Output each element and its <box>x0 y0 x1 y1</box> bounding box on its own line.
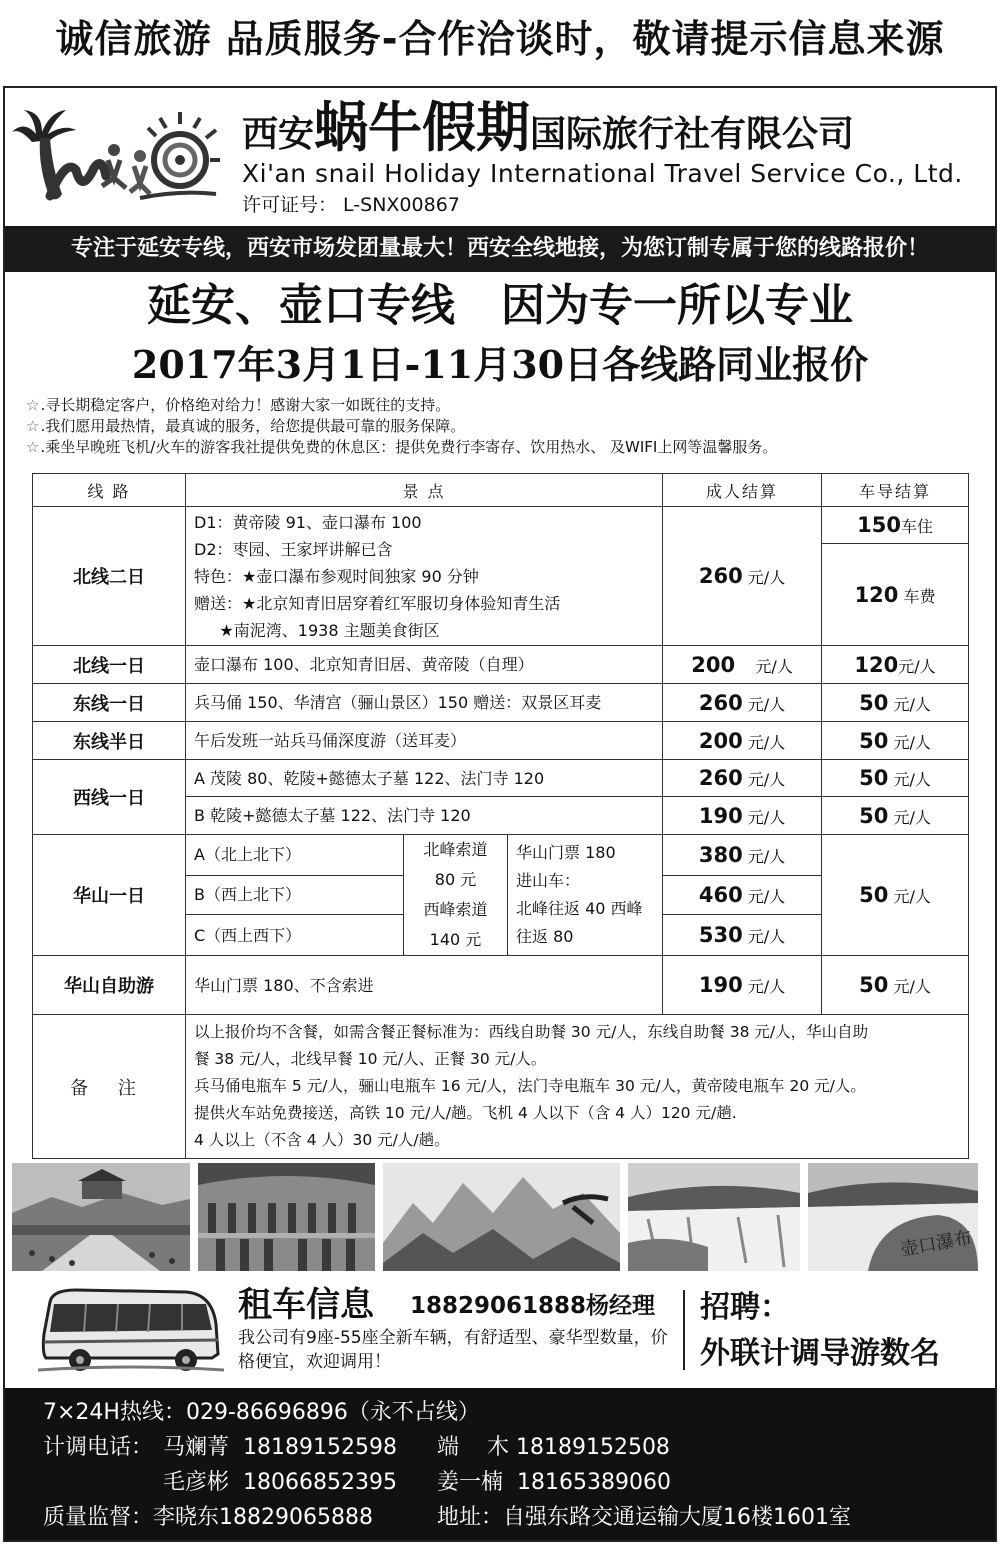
dispatch-label: 计调电话： <box>43 1435 154 1460</box>
top-slogan: 诚信旅游 品质服务-合作洽谈时，敬请提示信息来源 <box>55 17 945 61</box>
spots-north-1day: 壶口瀑布 100、北京知青旧居、黄帝陵（自理） <box>186 646 663 684</box>
spots-east-halfday: 午后发班一站兵马俑深度游（送耳麦） <box>186 722 663 760</box>
guide-price-east-halfday: 50 元/人 <box>822 722 969 760</box>
adult-price-north-2day: 260 元/人 <box>663 507 822 646</box>
spots-west-a: A 茂陵 80、乾陵+懿德太子墓 122、法门寺 120 <box>186 760 663 797</box>
dispatch-phone-3: 毛彦彬 18066852395 <box>163 1470 397 1495</box>
adult-price-huashan-c: 530 元/人 <box>663 915 822 956</box>
header-adult: 成人结算 <box>663 474 822 507</box>
header-guide: 车导结算 <box>822 474 969 507</box>
huashan-option-a: A（北上北下） <box>186 835 404 876</box>
adult-price-east-1day: 260 元/人 <box>663 684 822 722</box>
dispatch-phone-1: 马斓菁 18189152598 <box>163 1435 397 1460</box>
spots-east-1day: 兵马俑 150、华清宫（骊山景区）150 赠送：双景区耳麦 <box>186 684 663 722</box>
huashan-cable-info: 北峰索道 80 元 西峰索道 140 元 <box>404 835 508 956</box>
company-name-cn <box>242 95 854 166</box>
note-star-icon: ☆ <box>26 417 40 435</box>
note-star-icon: ☆ <box>26 396 40 414</box>
bus-icon <box>36 1284 226 1374</box>
company-name-en: Xi'an snail Holiday International Travel Service Co., Ltd. <box>242 159 963 188</box>
dispatch-phone-2: 端 木 18189152508 <box>437 1435 670 1460</box>
rental-phone: 18829061888杨经理 <box>410 1293 656 1319</box>
guide-price-huashan: 50 元/人 <box>822 835 969 956</box>
route-north-1day: 北线一日 <box>33 646 186 684</box>
spots-huashan-self: 华山门票 180、不含索进 <box>186 956 663 1015</box>
note-item: ☆.寻长期稳定客户，价格绝对给力！感谢大家一如既往的支持。 <box>26 396 451 414</box>
photo-hukou-waterfall <box>628 1163 800 1271</box>
spots-north-2day: D1：黄帝陵 91、壶口瀑布 100 D2：枣园、王家坪讲解已含 特色：★壶口瀑布参观时间独家 90 分钟 赠送：★北京知青旧居穿着红军服切身体验知青生活 ★南泥湾、1938 主题美食街区 <box>186 507 663 646</box>
adult-price-east-halfday: 200 元/人 <box>663 722 822 760</box>
header-route: 线 路 <box>33 474 186 507</box>
guide-price-huashan-self: 50 元/人 <box>822 956 969 1015</box>
contact-panel <box>5 1388 995 1540</box>
recruit-text: 外联计调导游数名 <box>700 1336 940 1371</box>
recruit-title: 招聘： <box>700 1290 790 1325</box>
header-spots: 景 点 <box>186 474 663 507</box>
price-period-title: 2017年3月1日-11月30日各线路同业报价 <box>131 342 869 387</box>
huashan-ticket-info: 华山门票 180 进山车： 北峰往返 40 西峰 往返 80 <box>508 835 663 956</box>
rental-title: 租车信息 <box>238 1285 374 1325</box>
huashan-option-c: C（西上西下） <box>186 915 404 956</box>
company-suffix: 国际旅行社有限公司 <box>530 113 855 155</box>
route-east-halfday: 东线半日 <box>33 722 186 760</box>
license-number: 许可证号： L-SNX00867 <box>242 194 460 216</box>
adult-price-huashan-b: 460 元/人 <box>663 875 822 915</box>
note-item: ☆.乘坐早晚班飞机/火车的游客我社提供免费的休息区：提供免费行李寄存、饮用热水、 及WIFI上网等温馨服务。 <box>26 438 778 456</box>
guide-price-north-2day-b: 120 车费 <box>822 544 969 646</box>
huashan-option-b: B（西上北下） <box>186 875 404 915</box>
guide-price-west-a: 50 元/人 <box>822 760 969 797</box>
note-star-icon: ☆ <box>26 438 40 456</box>
remarks-text: 以上报价均不含餐，如需含餐正餐标准为：西线自助餐 30 元/人，东线自助餐 38 元/人，华山自助 餐 38 元/人，北线早餐 10 元/人、正餐 30 元/人。 兵马俑电瓶车 5 元/人，骊山电瓶车 16 元/人，法门寺电瓶车 30 元/人，黄帝陵电瓶车 20 元/人。 提供火车站免费接送，高铁 10 元/人/趟。飞机 4 人以下（含 4 人）120 元/趟. 4 人以上（不含 4 人）30 元/人/趟。 <box>186 1015 969 1159</box>
guide-price-north-2day-a: 150车住 <box>822 507 969 544</box>
route-west-1day: 西线一日 <box>33 760 186 835</box>
route-huashan-self: 华山自助游 <box>33 956 186 1015</box>
company-brand: 蜗牛假期 <box>314 95 531 159</box>
note-item: ☆.我们愿用最热情，最真诚的服务，给您提供最可靠的服务保障。 <box>26 417 466 435</box>
spots-west-b: B 乾陵+懿德太子墓 122、法门寺 120 <box>186 797 663 835</box>
company-prefix: 西安 <box>242 113 315 155</box>
photo-huashan-mountain <box>383 1163 620 1271</box>
adult-price-huashan-a: 380 元/人 <box>663 835 822 876</box>
address: 地址：自强东路交通运输大厦16楼1601室 <box>437 1505 851 1530</box>
stone-inscription: 壶口瀑布 <box>899 1227 974 1261</box>
photo-hukou-stone <box>808 1163 978 1271</box>
divider <box>683 1290 685 1370</box>
photo-terracotta-warriors <box>198 1163 375 1271</box>
adult-price-west-b: 190 元/人 <box>663 797 822 835</box>
guide-price-west-b: 50 元/人 <box>822 797 969 835</box>
route-east-1day: 东线一日 <box>33 684 186 722</box>
dispatch-phone-4: 姜一楠 18165389060 <box>437 1470 671 1495</box>
notes-list <box>26 395 976 458</box>
photo-huangdiling <box>12 1163 190 1271</box>
adult-price-west-a: 260 元/人 <box>663 760 822 797</box>
route-huashan-1day: 华山一日 <box>33 835 186 956</box>
promo-banner: 专注于延安专线，西安市场发团量最大！西安全线地接，为您订制专属于您的线路报价！ <box>5 226 995 272</box>
guide-price-east-1day: 50 元/人 <box>822 684 969 722</box>
headline-title: 延安、壶口专线 因为专一所以专业 <box>147 280 853 331</box>
quality-supervisor: 质量监督：李晓东18829065888 <box>43 1505 373 1530</box>
adult-price-huashan-self: 190 元/人 <box>663 956 822 1015</box>
guide-price-north-1day: 120元/人 <box>822 646 969 684</box>
price-table <box>32 473 969 1159</box>
adult-price-north-1day: 200 元/人 <box>663 646 822 684</box>
remarks-label: 备 注 <box>33 1015 186 1159</box>
rental-description: 我公司有9座-55座全新车辆，有舒适型、豪华型数量，价格便宜，欢迎调用！ <box>238 1328 668 1372</box>
snail-palm-logo-icon <box>10 98 220 210</box>
hotline: 7×24H热线：029-86696896（永不占线） <box>43 1400 480 1425</box>
route-north-2day: 北线二日 <box>33 507 186 646</box>
